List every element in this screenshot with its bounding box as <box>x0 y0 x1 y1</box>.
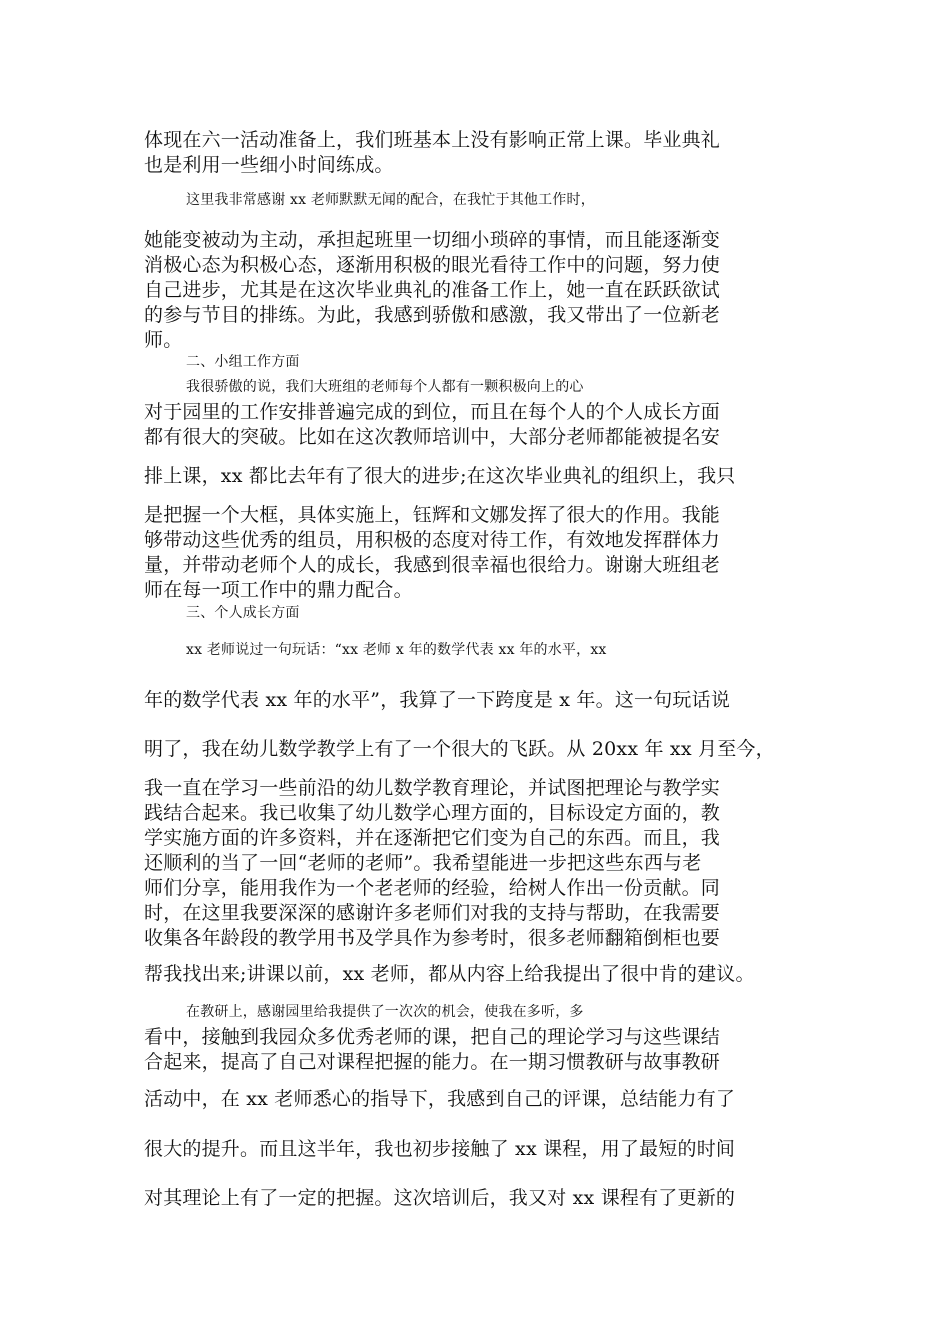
text-line: 消极心态为积极心态，逐渐用积极的眼光看待工作中的问题，努力使 <box>144 254 721 276</box>
text-line: 年的数学代表 xx 年的水平”，我算了一下跨度是 x 年。这一句玩话说 <box>144 689 731 711</box>
text-line: 合起来，提高了自己对课程把握的能力。在一期习惯教研与故事教研 <box>144 1051 721 1073</box>
text-line: 对其理论上有了一定的把握。这次培训后，我又对 xx 课程有了更新的 <box>144 1187 736 1209</box>
section-heading: 二、小组工作方面 <box>186 354 300 370</box>
section-heading: 三、个人成长方面 <box>186 605 300 621</box>
text-line: 体现在六一活动准备上，我们班基本上没有影响正常上课。毕业典礼 <box>144 129 721 151</box>
text-line: 对于园里的工作安排普遍完成的到位，而且在每个人的个人成长方面 <box>144 401 721 423</box>
text-line: 在教研上，感谢园里给我提供了一次次的机会，使我在多听，多 <box>186 1004 584 1020</box>
text-line: 也是利用一些细小时间练成。 <box>144 154 394 176</box>
text-line: xx 老师说过一句玩话：“xx 老师 x 年的数学代表 xx 年的水平，xx <box>186 642 607 658</box>
text-line: 我很骄傲的说，我们大班组的老师每个人都有一颗积极向上的心 <box>186 379 584 395</box>
text-line: 师在每一项工作中的鼎力配合。 <box>144 579 413 601</box>
text-line: 都有很大的突破。比如在这次教师培训中，大部分老师都能被提名安 <box>144 426 721 448</box>
text-line: 很大的提升。而且这半年，我也初步接触了 xx 课程，用了最短的时间 <box>144 1138 736 1160</box>
text-line: 自己进步，尤其是在这次毕业典礼的准备工作上，她一直在跃跃欲试 <box>144 279 721 301</box>
text-line: 师。 <box>144 329 183 351</box>
text-line: 还顺利的当了一回“老师的老师”。我希望能进一步把这些东西与老 <box>144 852 702 874</box>
text-line: 够带动这些优秀的组员，用积极的态度对待工作，有效地发挥群体力 <box>144 529 721 551</box>
text-line: 收集各年龄段的教学用书及学具作为参考时，很多老师翻箱倒柜也要 <box>144 927 721 949</box>
text-line: 看中，接触到我园众多优秀老师的课，把自己的理论学习与这些课结 <box>144 1026 721 1048</box>
text-line: 量，并带动老师个人的成长，我感到很幸福也很给力。谢谢大班组老 <box>144 554 721 576</box>
text-line: 践结合起来。我已收集了幼儿数学心理方面的，目标设定方面的，教 <box>144 802 721 824</box>
text-line: 排上课，xx 都比去年有了很大的进步;在这次毕业典礼的组织上，我只 <box>144 465 736 487</box>
text-line: 是把握一个大框，具体实施上，钰辉和文娜发挥了很大的作用。我能 <box>144 504 721 526</box>
text-line: 的参与节目的排练。为此，我感到骄傲和感激，我又带出了一位新老 <box>144 304 721 326</box>
text-line: 师们分享，能用我作为一个老老师的经验，给树人作出一份贡献。同 <box>144 877 721 899</box>
text-line: 我一直在学习一些前沿的幼儿数学教育理论，并试图把理论与教学实 <box>144 777 721 799</box>
text-line: 这里我非常感谢 xx 老师默默无闻的配合，在我忙于其他工作时， <box>186 192 595 208</box>
text-line: 学实施方面的许多资料，并在逐渐把它们变为自己的东西。而且，我 <box>144 827 721 849</box>
text-line: 明了，我在幼儿数学教学上有了一个很大的飞跃。从 20xx 年 xx 月至今， <box>144 738 775 760</box>
text-line: 她能变被动为主动，承担起班里一切细小琐碎的事情，而且能逐渐变 <box>144 229 721 251</box>
text-line: 时，在这里我要深深的感谢许多老师们对我的支持与帮助，在我需要 <box>144 902 721 924</box>
text-line: 帮我找出来;讲课以前，xx 老师，都从内容上给我提出了很中肯的建议。 <box>144 963 755 985</box>
text-line: 活动中，在 xx 老师悉心的指导下，我感到自己的评课，总结能力有了 <box>144 1088 736 1110</box>
